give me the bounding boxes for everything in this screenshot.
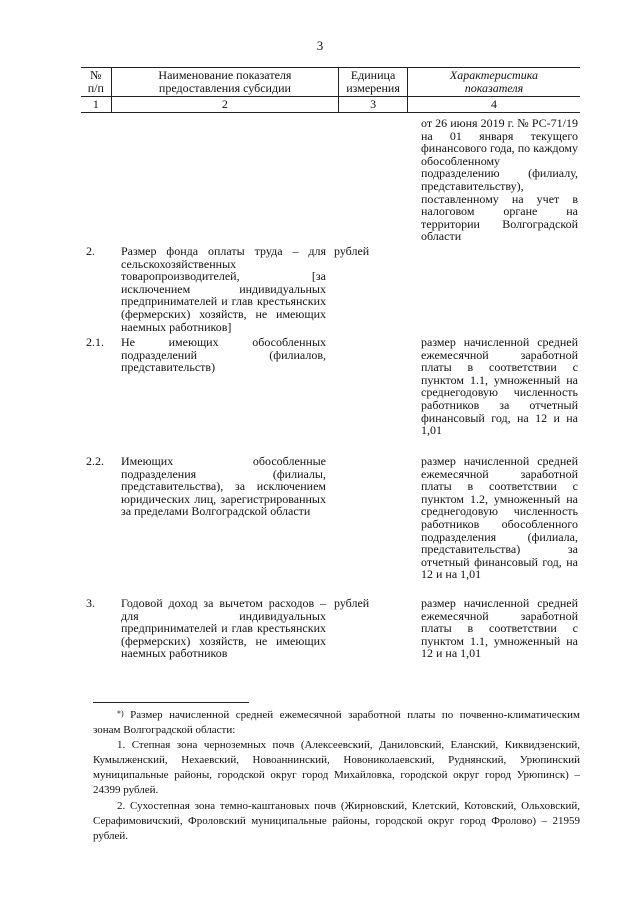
header-col-unit-line2: измерения	[346, 81, 400, 95]
column-numbers-row	[81, 97, 580, 113]
column-number-1: 1	[81, 97, 111, 113]
header-col-name-line1: Наименование показателя	[158, 68, 292, 82]
row-2-name: Размер фонда оплаты труда – для сельскохозяйственных товаропроизводителей, [за исключением индивидуальных предпринимателей и глав крестьянских (фермерских) хозяйств, не имеющих наемных работников]	[121, 244, 326, 334]
header-col-number-line2: п/п	[87, 81, 104, 95]
row-continuation-characteristic: от 26 июня 2019 г. № РС-71/19 на 01 января текущего финансового года, по каждому обособленному подразделению (филиалу, представительству), поставленному на учет в налоговом органе на территории Волгоградской области	[421, 116, 578, 244]
page-number: 3	[316, 38, 324, 53]
column-number-2: 2	[111, 97, 339, 113]
row-2-1-number: 2.1.	[86, 335, 104, 349]
header-col-unit	[339, 68, 408, 97]
header-col-number	[81, 68, 111, 97]
header-col-characteristic-line1: Характеристика	[449, 68, 539, 82]
header-row	[81, 68, 580, 97]
row-2-1-characteristic: размер начисленной средней ежемесячной заработной платы в соответствии с пунктом 1.1, умноженный на среднегодовую численность работников за отчетный финансовый год, на 12 и на 1,01	[421, 335, 578, 438]
row-2-number: 2.	[86, 244, 95, 258]
header-col-name-line2: предоставления субсидии	[158, 81, 291, 95]
footnote-intro	[93, 708, 580, 738]
footnote-divider	[93, 702, 249, 703]
footnote-item-1: 1. Степная зона черноземных почв (Алексеевский, Даниловский, Еланский, Киквидзенский, Кумылженский, Нехаевский, Новоаннинский, Новониколаевский, Руднянский, Урюпинский муниципальные районы, городской округ город Михайловка, городской округ город Урюпинск) – 24399 рублей.	[93, 739, 580, 796]
footnote-intro-text: Размер начисленной средней ежемесячной заработной платы по почвенно-климатическим зонам Волгоградской области:	[93, 709, 581, 736]
header-col-name	[111, 68, 339, 97]
column-number-3: 3	[339, 97, 408, 113]
row-2-unit: рублей	[334, 244, 370, 258]
table-header	[81, 67, 580, 113]
footnote-mark: *)	[117, 709, 124, 718]
row-2-2-number: 2.2.	[86, 454, 104, 468]
header-col-number-line1: №	[90, 68, 102, 82]
footnote-item-2: 2. Сухостепная зона темно-каштановых почв (Жирновский, Клетский, Котовский, Ольховский, Серафимовичский, Фроловский муниципальные районы, городской округ город Фролово) – 21959 рублей.	[93, 800, 580, 842]
header-col-characteristic-line2: показателя	[464, 81, 524, 95]
row-3-unit: рублей	[334, 596, 370, 610]
row-3-characteristic: размер начисленной средней ежемесячной заработной платы в соответствии с пунктом 1.1, умноженный на 12 и на 1,01	[421, 596, 578, 661]
row-3-number: 3.	[86, 596, 95, 610]
header-col-characteristic	[407, 68, 580, 97]
column-number-4: 4	[407, 97, 580, 113]
row-2-2-characteristic: размер начисленной средней ежемесячной заработной платы в соответствии с пунктом 1.2, умноженный на среднегодовую численность работников обособленного подразделения (филиала, представительства) за отчетный финансовый год, на 12 и на 1,01	[421, 454, 578, 582]
header-col-unit-line1: Единица	[350, 68, 396, 82]
row-2-2-name: Имеющих обособленные подразделения (филиалы, представительства), за исключением юридических лиц, зарегистрированных за пределами Волгоградской области	[121, 454, 326, 519]
row-3-name: Годовой доход за вычетом расходов – для индивидуальных предпринимателей и глав крестьянских (фермерских) хозяйств, не имеющих наемных работников	[121, 596, 326, 661]
row-2-1-name: Не имеющих обособленных подразделений (филиалов, представительств)	[121, 335, 326, 375]
